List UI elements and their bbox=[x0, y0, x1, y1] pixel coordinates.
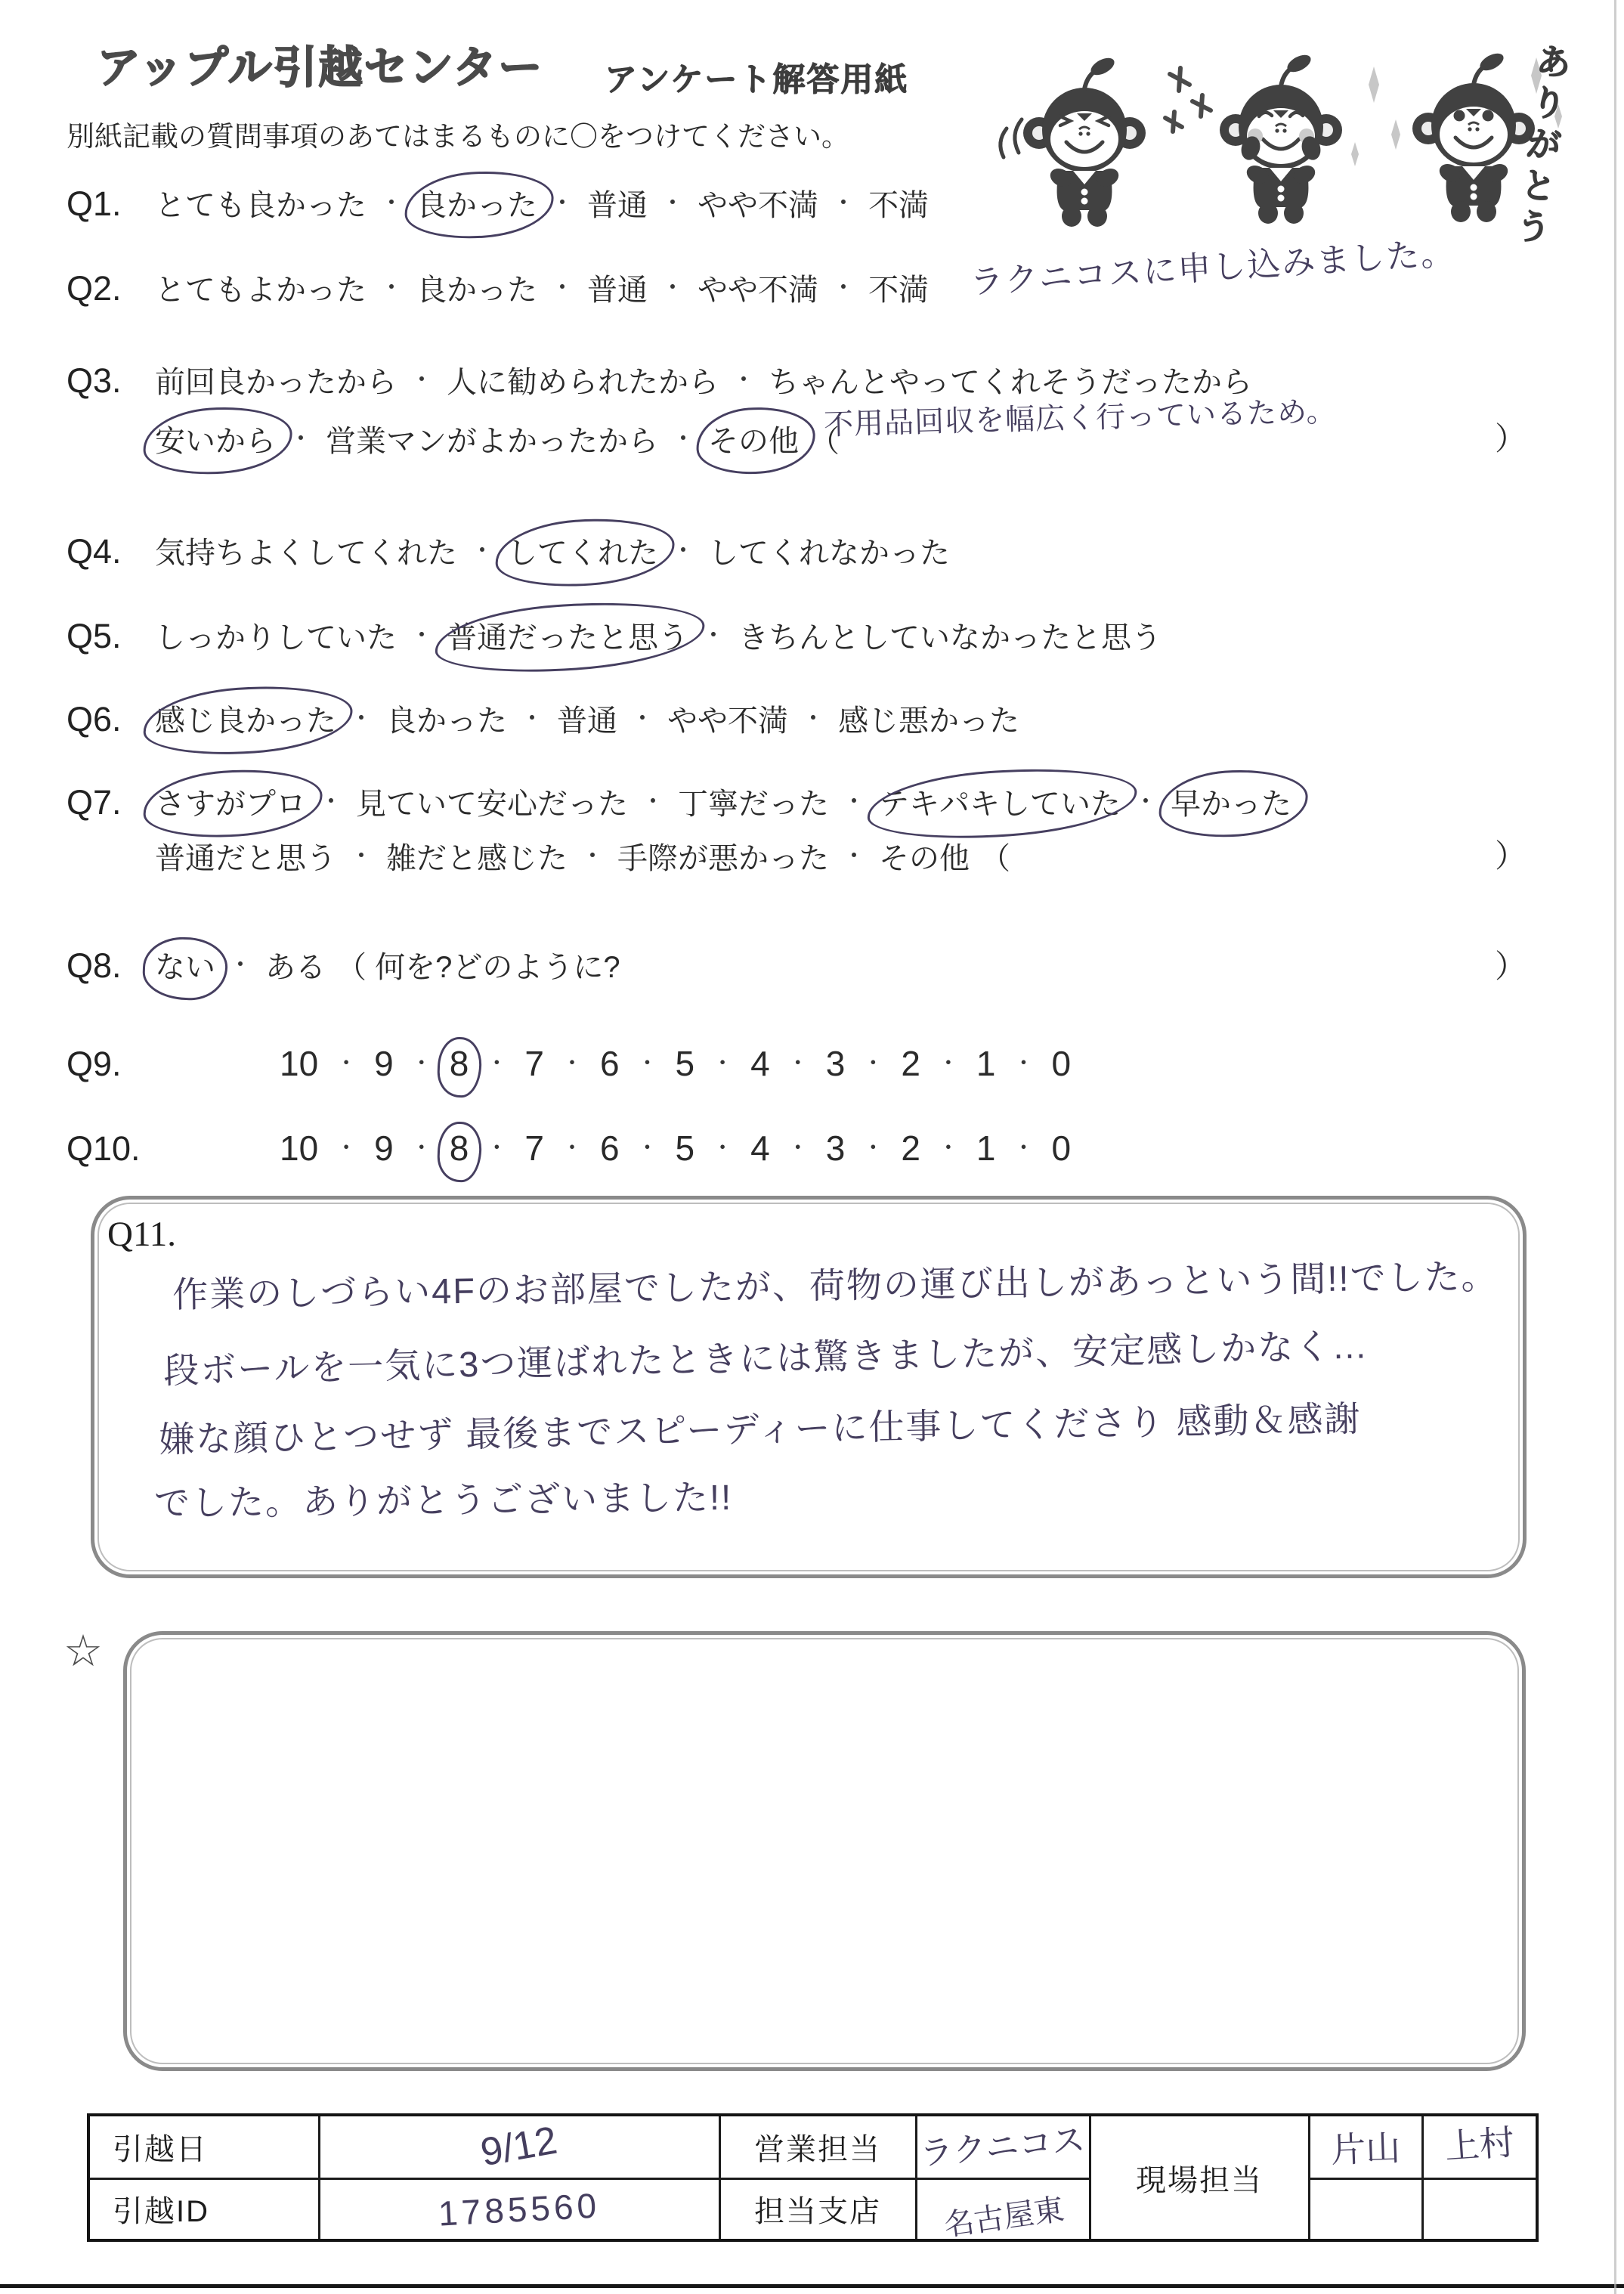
handwritten-note-q3: 不用品回収を幅広く行っているため。 bbox=[823, 395, 1337, 441]
question-label: Q6. bbox=[67, 700, 122, 738]
option-separator: ・ bbox=[936, 1136, 960, 1161]
option: 6 bbox=[599, 1044, 620, 1083]
option-separator: ・ bbox=[671, 425, 696, 452]
option-separator: ・ bbox=[520, 704, 545, 732]
option: 9 bbox=[374, 1044, 394, 1083]
question-label: Q8. bbox=[67, 946, 122, 985]
handwritten-value: 9/12 bbox=[478, 2118, 561, 2175]
star-icon: ☆ bbox=[63, 1627, 103, 1676]
option: その他 bbox=[879, 842, 970, 875]
option: 人に勧められたから bbox=[447, 366, 719, 399]
q11-label: Q11. bbox=[107, 1215, 176, 1254]
question-line-q4 bbox=[67, 529, 950, 572]
option-separator: ・ bbox=[671, 537, 696, 564]
option: 良かった bbox=[386, 704, 508, 738]
question-line-q2 bbox=[67, 266, 929, 309]
q11-handwriting-line: 作業のしづらい4Fのお部屋でしたが、荷物の運び出しがあっという間!!でした。 bbox=[172, 1255, 1499, 1315]
q11-handwriting-line: でした。ありがとうございました!! bbox=[153, 1476, 733, 1524]
option-separator: ・ bbox=[660, 189, 685, 216]
question-line-q1 bbox=[67, 181, 929, 224]
option: 2 bbox=[901, 1044, 920, 1083]
option: きちんとしていなかったと思う bbox=[738, 621, 1162, 655]
option-tail: （ 何を?どのように? bbox=[336, 951, 620, 984]
option-separator: ・ bbox=[701, 621, 726, 649]
option-tail: （ bbox=[809, 425, 840, 458]
option-separator: ・ bbox=[660, 274, 685, 301]
option-separator: ・ bbox=[319, 788, 344, 815]
option: 10 bbox=[280, 1128, 319, 1168]
option-separator: ・ bbox=[580, 842, 605, 869]
question-line-q6 bbox=[67, 697, 1019, 740]
option: とてもよかった bbox=[155, 274, 367, 307]
handwritten-value: 上村 bbox=[1443, 2122, 1516, 2167]
option-separator: ・ bbox=[936, 1051, 960, 1076]
option: 7 bbox=[524, 1044, 544, 1083]
option-separator: ・ bbox=[485, 1136, 509, 1161]
q11-handwriting-line: 段ボールを一気に3つ運ばれたときには驚きましたが、安定感しかなく… bbox=[162, 1325, 1369, 1391]
option-circled: 普通だったと思う bbox=[447, 614, 688, 657]
option-separator: ・ bbox=[711, 1051, 735, 1076]
option-separator: ・ bbox=[842, 842, 867, 869]
option-circled: 安いから bbox=[155, 417, 276, 460]
question-line-q10 bbox=[67, 1128, 1071, 1169]
option: やや不満 bbox=[698, 189, 819, 222]
option-separator: ・ bbox=[641, 788, 666, 815]
option: 手際が悪かった bbox=[617, 842, 830, 875]
option: 9 bbox=[374, 1128, 394, 1168]
option-separator: ・ bbox=[335, 1136, 358, 1161]
option: 普通 bbox=[587, 189, 648, 222]
question-label: Q2. bbox=[67, 269, 122, 308]
option-separator: ・ bbox=[630, 704, 655, 732]
question-line-q9 bbox=[67, 1043, 1071, 1084]
option: 4 bbox=[750, 1044, 770, 1083]
option: やや不満 bbox=[667, 704, 789, 738]
option-separator: ・ bbox=[786, 1051, 809, 1076]
table-label-cell bbox=[719, 2178, 916, 2240]
table-value-cell bbox=[1422, 2178, 1537, 2240]
option: 5 bbox=[675, 1044, 695, 1083]
option: 見ていて安心だった bbox=[356, 788, 629, 821]
table-value-cell bbox=[916, 2178, 1090, 2243]
question-label: Q7. bbox=[67, 783, 122, 822]
option: 4 bbox=[750, 1128, 770, 1168]
table-label-cell bbox=[88, 2115, 319, 2178]
option-separator: ・ bbox=[801, 704, 826, 732]
option-separator: ・ bbox=[560, 1051, 583, 1076]
brand-title: アップル引越センター bbox=[97, 43, 544, 92]
option: 普通 bbox=[557, 704, 618, 738]
option-separator: ・ bbox=[1012, 1136, 1035, 1161]
option: してくれなかった bbox=[708, 537, 951, 570]
table-value-cell bbox=[319, 2115, 719, 2178]
thanks-vertical-text: ありがとう bbox=[1508, 40, 1574, 252]
option: 3 bbox=[825, 1044, 846, 1083]
handwritten-value: 名古屋東 bbox=[942, 2193, 1066, 2243]
option: 気持ちよくしてくれた bbox=[155, 537, 457, 570]
question-line-q7b bbox=[67, 834, 1010, 878]
scan-edge-bottom-line bbox=[0, 2284, 1624, 2288]
option: 雑だと感じた bbox=[386, 842, 568, 875]
cell-label: 現場担当 bbox=[1136, 2163, 1263, 2197]
table-value-cell bbox=[319, 2178, 719, 2240]
option-separator: ・ bbox=[560, 1136, 583, 1161]
option: 感じ悪かった bbox=[838, 704, 1020, 738]
option: 不満 bbox=[868, 274, 930, 307]
option-separator: ・ bbox=[842, 788, 867, 815]
option: 普通だと思う bbox=[155, 842, 336, 875]
option-circled: さすがプロ bbox=[155, 780, 306, 823]
option-separator: ・ bbox=[379, 274, 404, 301]
option-separator: ・ bbox=[485, 1051, 509, 1076]
option: 10 bbox=[280, 1044, 319, 1083]
option-circled: その他 bbox=[708, 417, 799, 460]
table-value-cell bbox=[1309, 2115, 1422, 2178]
option-separator: ・ bbox=[786, 1136, 809, 1161]
close-paren-q3: ） bbox=[1495, 421, 1527, 457]
option: ある bbox=[265, 951, 326, 984]
mascot-monkeys-illustration bbox=[990, 29, 1587, 252]
question-label: Q9. bbox=[67, 1045, 122, 1083]
option-circled: テキパキしていた bbox=[879, 780, 1121, 823]
option-separator: ・ bbox=[861, 1051, 885, 1076]
option-separator: ・ bbox=[732, 366, 756, 393]
option-tail: （ bbox=[980, 842, 1011, 875]
extra-comment-box bbox=[123, 1631, 1526, 2071]
option: ちゃんとやってくれそうだったから bbox=[769, 366, 1253, 399]
option-circled: 8 bbox=[449, 1044, 469, 1083]
close-paren-q8: ） bbox=[1495, 949, 1527, 984]
table-value-cell bbox=[1422, 2115, 1537, 2178]
table-label-cell bbox=[88, 2178, 319, 2240]
option-separator: ・ bbox=[410, 366, 435, 393]
option-circled: してくれた bbox=[507, 529, 658, 572]
option-separator: ・ bbox=[861, 1136, 885, 1161]
option: 0 bbox=[1051, 1128, 1072, 1168]
option: 6 bbox=[599, 1128, 620, 1168]
sheet-title: アンケート解答用紙 bbox=[605, 62, 909, 98]
instruction-text: 別紙記載の質問事項のあてはまるものに〇をつけてください。 bbox=[67, 121, 849, 152]
cell-label: 担当支店 bbox=[754, 2195, 881, 2229]
cell-label: 営業担当 bbox=[754, 2132, 881, 2166]
option-separator: ・ bbox=[711, 1136, 735, 1161]
option: 0 bbox=[1051, 1044, 1072, 1083]
footer-table bbox=[87, 2113, 1539, 2242]
question-line-q8 bbox=[67, 943, 620, 986]
question-line-q3b bbox=[67, 417, 840, 460]
option-circled: 良かった bbox=[416, 181, 537, 224]
option: やや不満 bbox=[698, 274, 819, 307]
option-separator: ・ bbox=[228, 951, 253, 978]
option: 3 bbox=[825, 1128, 846, 1168]
option-separator: ・ bbox=[831, 274, 856, 301]
handwritten-value: ラクニコス bbox=[918, 2121, 1087, 2173]
scan-edge-right-line bbox=[1614, 0, 1616, 2294]
q11-handwriting-line: 嫌な顔ひとつせず 最後までスピーディーに仕事してくださり 感動＆感謝 bbox=[158, 1398, 1362, 1460]
question-line-q7a bbox=[67, 780, 1291, 823]
option-separator: ・ bbox=[550, 274, 575, 301]
option-separator: ・ bbox=[550, 189, 575, 216]
handwritten-value: 1785560 bbox=[437, 2185, 602, 2234]
handwritten-note-q2: ラクニコスに申し込みました。 bbox=[969, 234, 1457, 302]
option: 5 bbox=[675, 1128, 695, 1168]
option-separator: ・ bbox=[1012, 1051, 1035, 1076]
option-separator: ・ bbox=[349, 704, 374, 732]
option: 丁寧だった bbox=[678, 788, 830, 821]
option: 普通 bbox=[587, 274, 648, 307]
option-separator: ・ bbox=[636, 1051, 659, 1076]
option: しっかりしていた bbox=[155, 621, 397, 655]
question-label: Q4. bbox=[67, 532, 122, 571]
option-circled: 感じ良かった bbox=[155, 697, 336, 740]
option: とても良かった bbox=[155, 189, 367, 222]
option: 1 bbox=[976, 1044, 996, 1083]
question-label: Q10. bbox=[67, 1129, 141, 1168]
option: 不満 bbox=[868, 189, 930, 222]
handwritten-value: 片山 bbox=[1330, 2128, 1401, 2170]
option-separator: ・ bbox=[289, 425, 314, 452]
option-separator: ・ bbox=[831, 189, 856, 216]
option: 前回良かったから bbox=[155, 366, 397, 399]
cell-label: 引越日 bbox=[113, 2132, 208, 2166]
option-separator: ・ bbox=[410, 1136, 433, 1161]
table-label-cell bbox=[1090, 2115, 1309, 2240]
option-separator: ・ bbox=[1134, 788, 1158, 815]
close-paren-q7: ） bbox=[1495, 838, 1527, 874]
table-value-cell bbox=[916, 2115, 1090, 2178]
option: 2 bbox=[901, 1128, 920, 1168]
option-separator: ・ bbox=[410, 621, 435, 649]
option: 1 bbox=[976, 1128, 996, 1168]
option-separator: ・ bbox=[410, 1051, 433, 1076]
option: 良かった bbox=[416, 274, 538, 307]
question-line-q5 bbox=[67, 614, 1162, 657]
question-label: Q5. bbox=[67, 617, 122, 655]
table-label-cell bbox=[719, 2115, 916, 2178]
option-separator: ・ bbox=[335, 1051, 358, 1076]
option-separator: ・ bbox=[636, 1136, 659, 1161]
option: 営業マンがよかったから bbox=[326, 425, 659, 458]
question-label: Q3. bbox=[67, 361, 122, 400]
option-circled: 8 bbox=[449, 1128, 469, 1168]
option-separator: ・ bbox=[379, 189, 404, 216]
option-separator: ・ bbox=[349, 842, 374, 869]
table-value-cell bbox=[1309, 2178, 1422, 2240]
option-circled: ない bbox=[155, 943, 215, 986]
cell-label: 引越ID bbox=[113, 2195, 209, 2229]
question-label: Q1. bbox=[67, 184, 122, 223]
option-separator: ・ bbox=[470, 537, 495, 564]
option-circled: 早かった bbox=[1171, 780, 1291, 823]
option: 7 bbox=[524, 1128, 544, 1168]
